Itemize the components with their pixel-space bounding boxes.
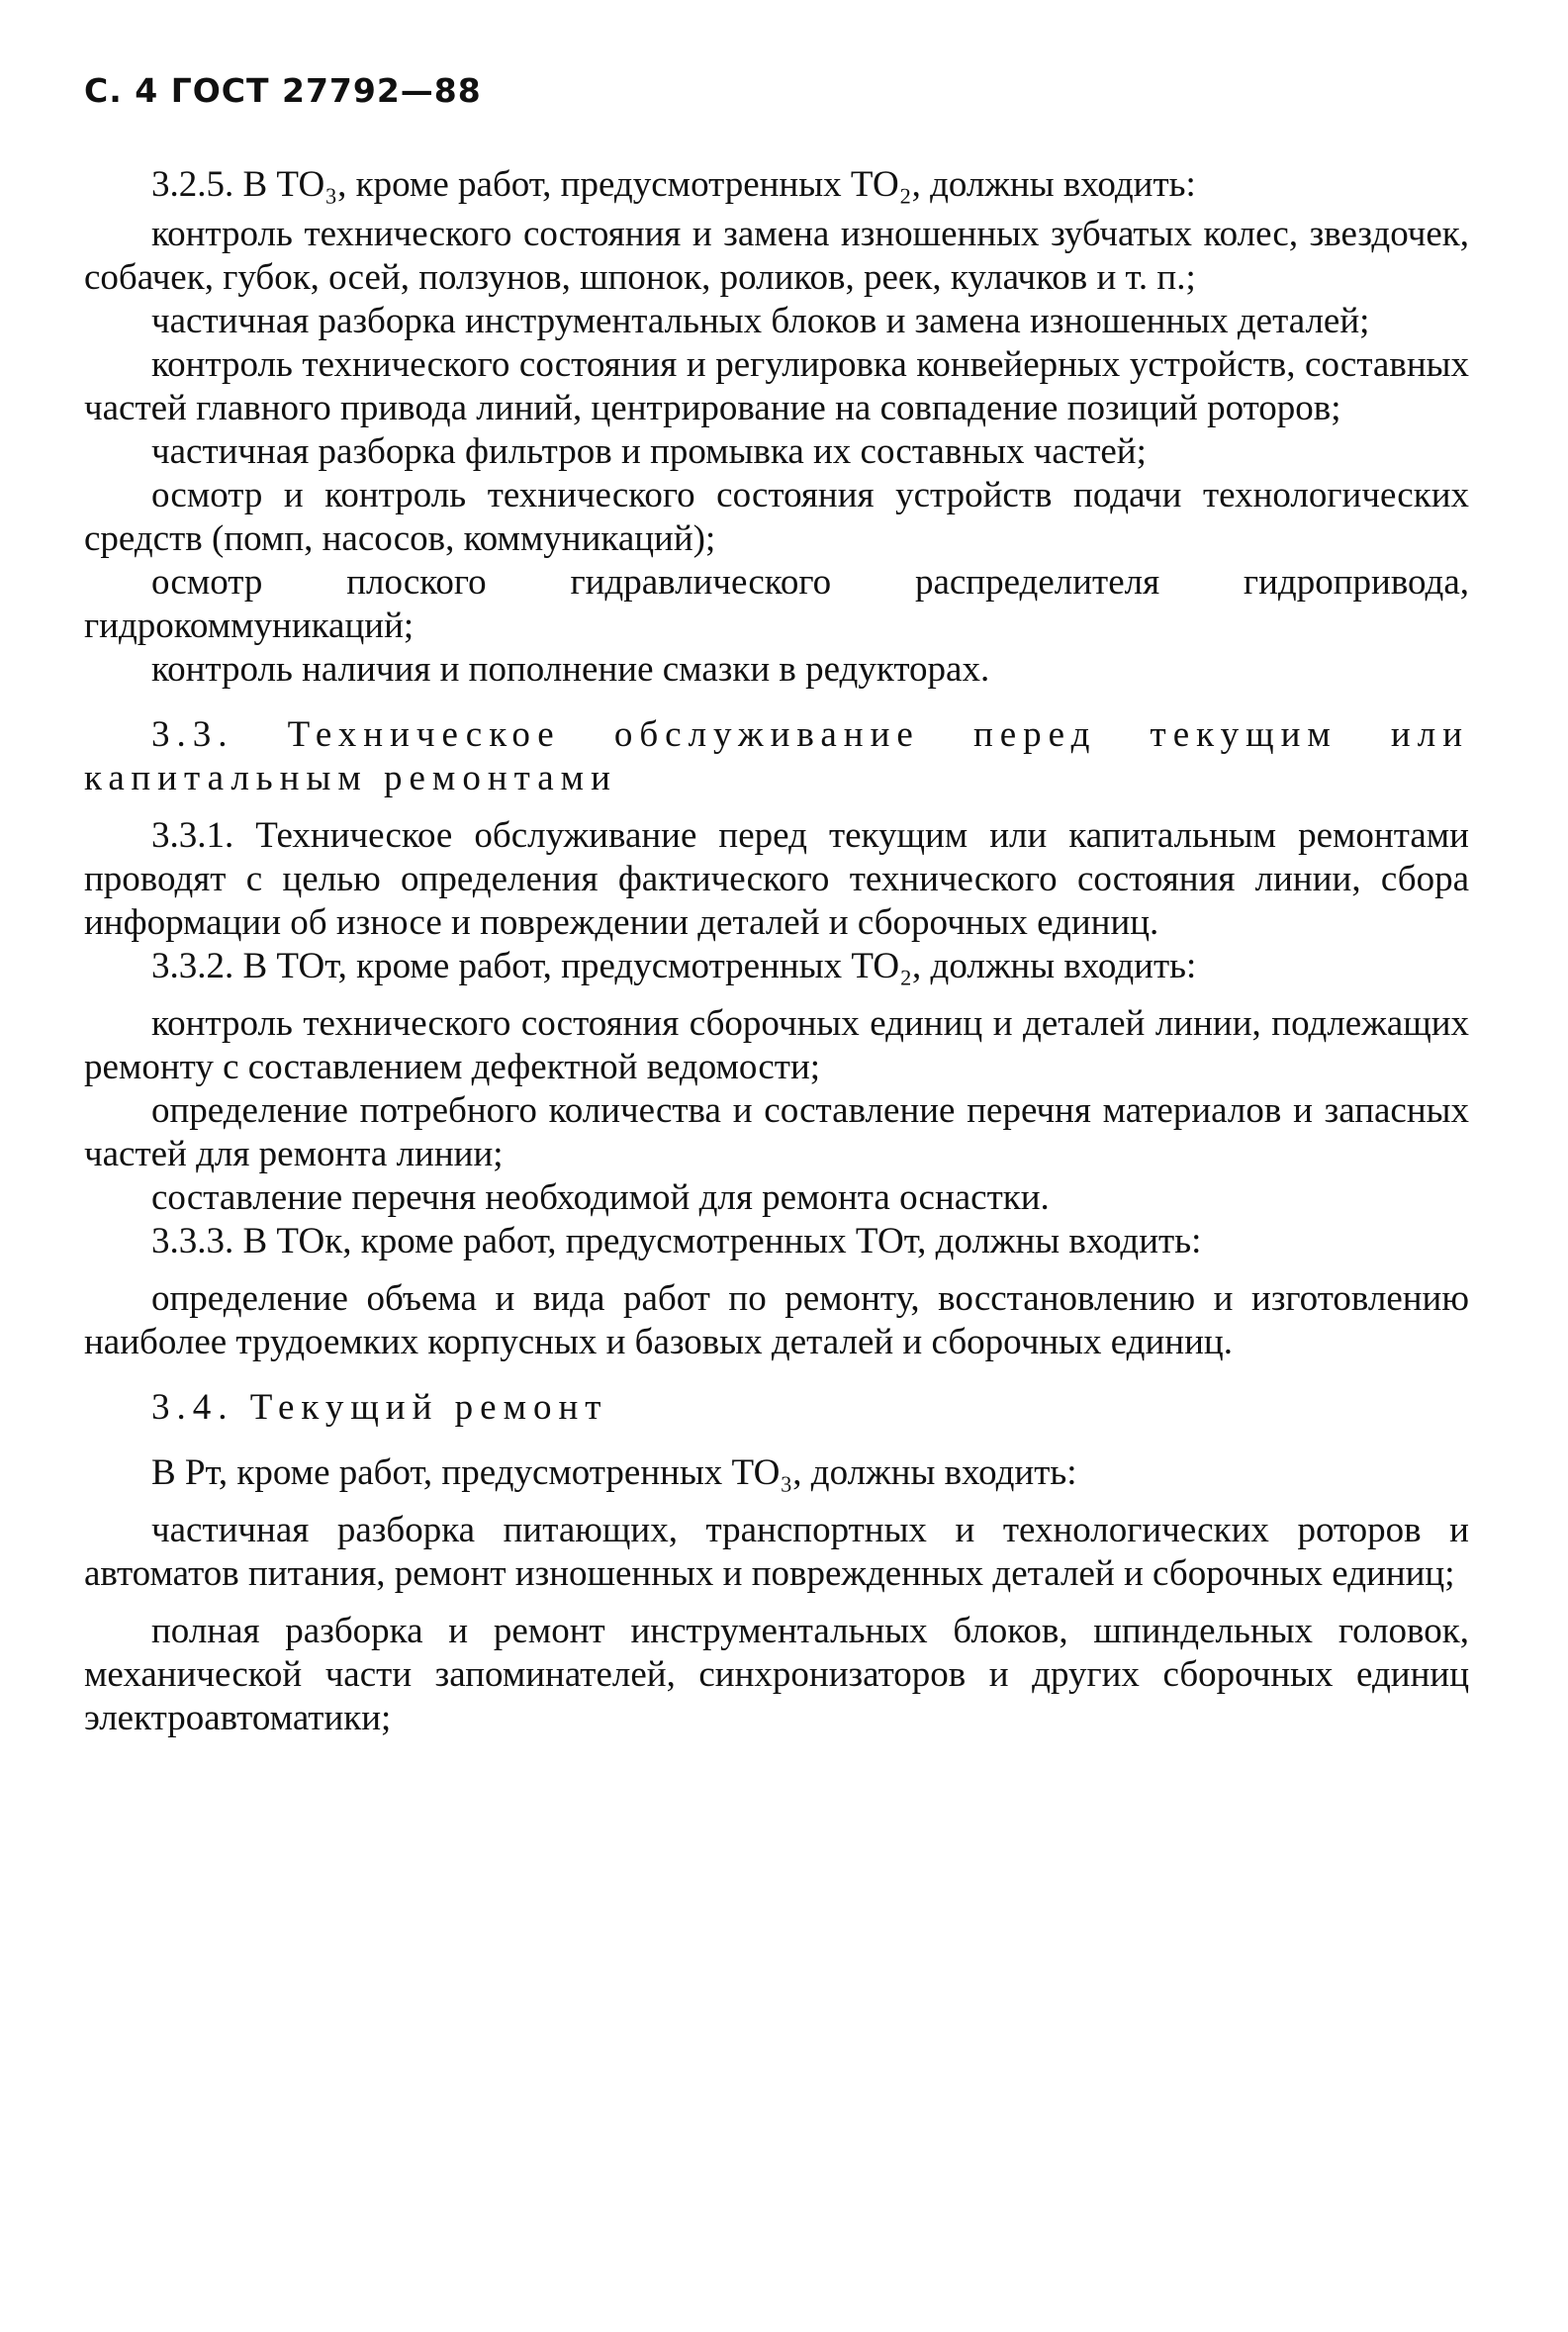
list-item: контроль технического состояния и регулировка конвейерных устройств, составных частей главного привода линий, центрирование на совпадение позиций роторов; — [84, 344, 1469, 428]
list-item: контроль технического состояния сборочных единиц и деталей линии, подлежащих ремонту с составлением дефектной ведомости; — [84, 1003, 1469, 1087]
section-3-4-heading: 3.4. Текущий ремонт — [151, 1387, 608, 1428]
list-item: осмотр плоского гидравлического распределителя гидропривода, гидрокоммуникаций; — [84, 562, 1469, 646]
list-item: определение объема и вида работ по ремонту, восстановлению и изготовлению наиболее трудоемких корпусных и базовых деталей и сборочных единиц. — [84, 1278, 1469, 1362]
page-body — [84, 163, 1469, 1740]
section-3-4-intro: В Рт, кроме работ, предусмотренных ТО₃, должны входить: — [151, 1452, 1077, 1493]
list-item: полная разборка и ремонт инструментальных блоков, шпиндельных головок, механической части запоминателей, синхронизаторов и других сборочных единиц электроавтоматики; — [84, 1611, 1469, 1738]
clause-3-3-3-intro: 3.3.3. В ТОк, кроме работ, предусмотренных ТОт, должны входить: — [151, 1221, 1202, 1261]
clause-3-3-1: 3.3.1. Техническое обслуживание перед текущим или капитальным ремонтами проводят с целью определения фактического технического состояния линии, сбора информации об износе и повреждении деталей и сборочных единиц. — [84, 815, 1469, 943]
list-item: частичная разборка инструментальных блоков и замена изношенных деталей; — [151, 301, 1370, 341]
list-item: частичная разборка фильтров и промывка их составных частей; — [151, 431, 1147, 472]
list-item: контроль наличия и пополнение смазки в редукторах. — [151, 649, 990, 690]
list-item: определение потребного количества и составление перечня материалов и запасных частей для ремонта линии; — [84, 1090, 1469, 1174]
section-3-3-heading: 3.3. Техническое обслуживание перед текущим или капитальным ремонтами — [84, 714, 1469, 798]
page-header: С. 4 ГОСТ 27792—88 — [84, 71, 482, 110]
clause-3-3-2-intro: 3.3.2. В ТОт, кроме работ, предусмотренных ТО₂, должны входить: — [151, 946, 1197, 986]
clause-3-2-5-intro: 3.2.5. В ТО₃, кроме работ, предусмотренных ТО₂, должны входить: — [151, 164, 1196, 205]
list-item: составление перечня необходимой для ремонта оснастки. — [151, 1177, 1050, 1218]
list-item: частичная разборка питающих, транспортных и технологических роторов и автоматов питания, ремонт изношенных и поврежденных деталей и сборочных единиц; — [84, 1510, 1469, 1594]
list-item: контроль технического состояния и замена изношенных зубчатых колес, звездочек, собачек, губок, осей, ползунов, шпонок, роликов, реек, кулачков и т. п.; — [84, 214, 1469, 298]
list-item: осмотр и контроль технического состояния устройств подачи технологических средств (помп, насосов, коммуникаций); — [84, 475, 1469, 559]
